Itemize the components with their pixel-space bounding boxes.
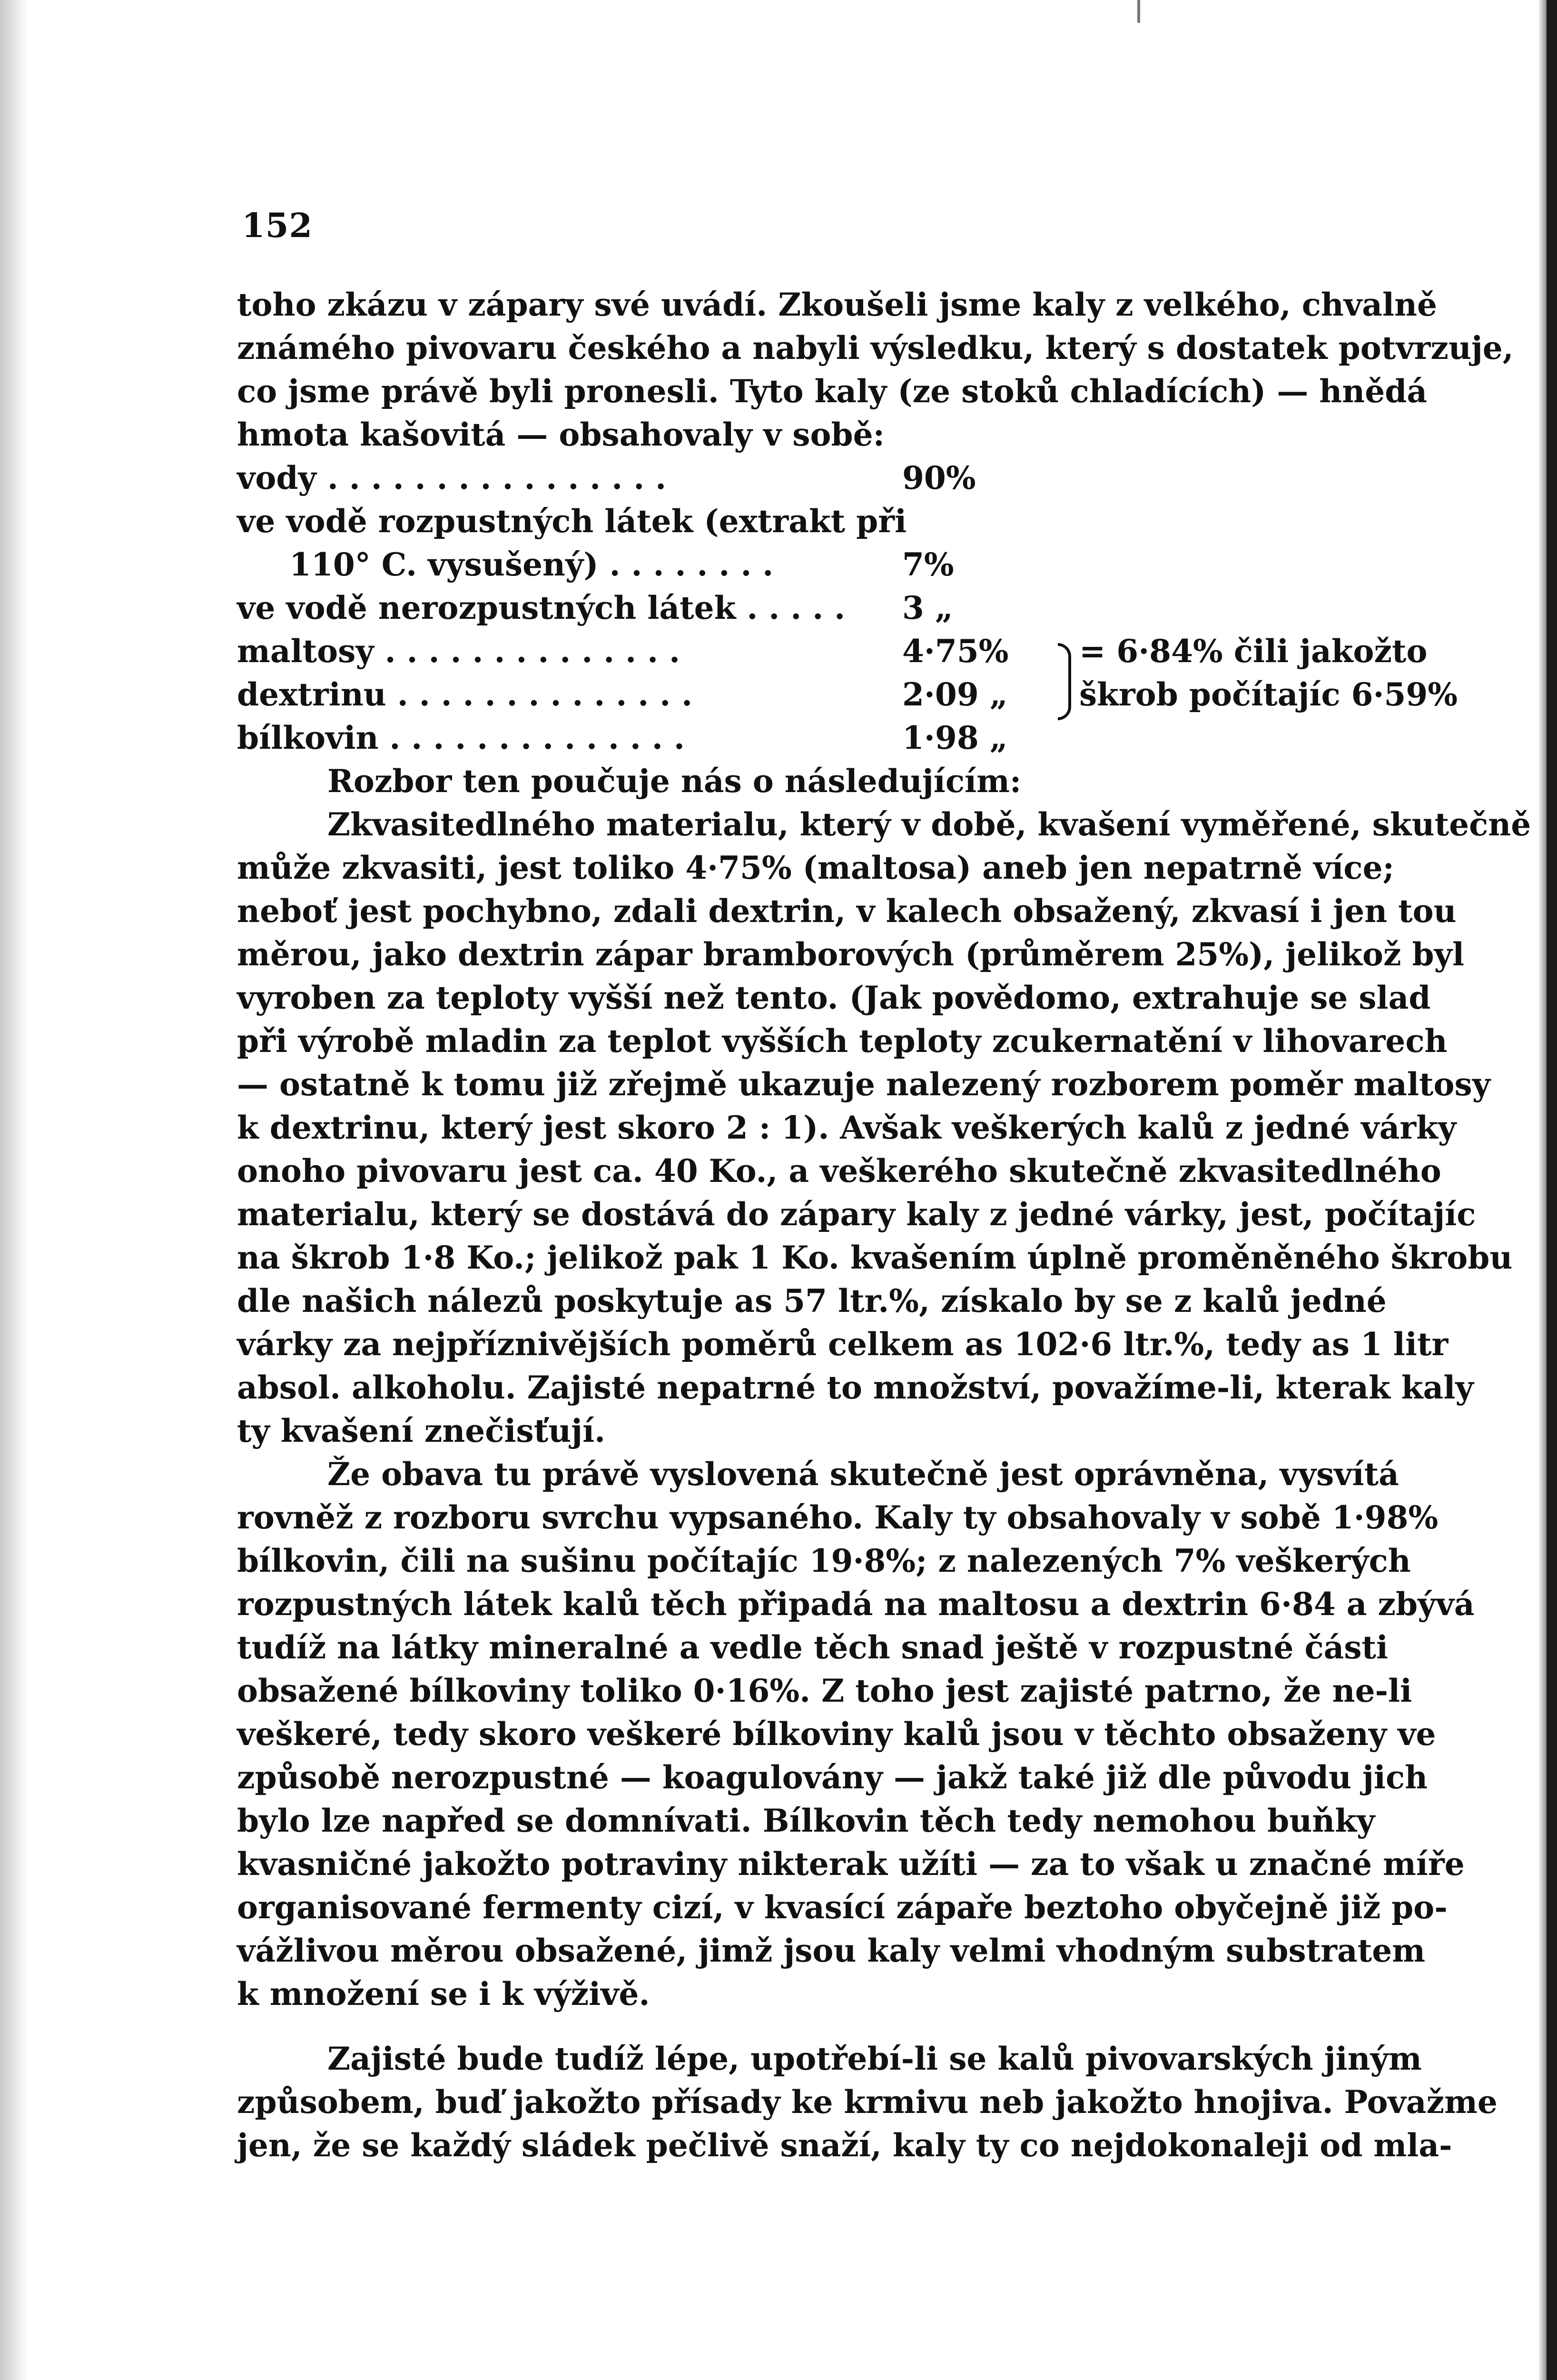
analysis-value: 90% xyxy=(902,459,976,496)
analysis-table xyxy=(237,456,1458,760)
analysis-row xyxy=(237,543,1361,586)
page-number: 152 xyxy=(242,206,313,245)
text-line: toho zkázu v zápary své uvádí. Zkoušeli jsme kaly z velkého, chvalně xyxy=(237,286,1438,323)
text-line: na škrob 1·8 Ko.; jelikož pak 1 Ko. kvašením úplně proměněného škrobu xyxy=(237,1239,1513,1276)
analysis-row xyxy=(237,500,1361,543)
text-line: Zkvasitedlného materialu, který v době, kvašení vyměřené, skutečně xyxy=(327,806,1531,843)
text-line: — ostatně k tomu již zřejmě ukazuje nalezený rozborem poměr maltosy xyxy=(237,1066,1491,1103)
analysis-value: 3 „ xyxy=(902,589,953,626)
analysis-label: ve vodě rozpustných látek (extrakt při xyxy=(237,503,907,540)
text-line: způsobem, buď jakožto přísady ke krmivu neb jakožto hnojiva. Považme xyxy=(237,2083,1498,2121)
analysis-note: = 6·84% čili jakožto xyxy=(1079,633,1428,670)
analysis-row xyxy=(237,630,1428,673)
text-line: k množení se i k výživě. xyxy=(237,1975,650,2013)
analysis-label: ve vodě nerozpustných látek . . . . . xyxy=(237,589,846,626)
text-line: měrou, jako dextrin zápar bramborových (průměrem 25%), jelikož byl xyxy=(237,936,1465,973)
text-line: jen, že se každý sládek pečlivě snaží, kaly ty co nejdokonaleji od mla- xyxy=(237,2127,1452,2164)
text-line: co jsme právě byli pronesli. Tyto kaly (ze stoků chladících) — hnědá xyxy=(237,373,1428,410)
scan-top-mark xyxy=(1137,0,1140,23)
text-line: bylo lze napřed se domnívati. Bílkovin těch tedy nemohou buňky xyxy=(237,1802,1375,1839)
analysis-value: 1·98 „ xyxy=(902,719,1008,756)
text-line: tudíž na látky mineralné a vedle těch snad ještě v rozpustné části xyxy=(237,1629,1389,1666)
text-line: známého pivovaru českého a nabyli výsledku, který s dostatek potvrzuje, xyxy=(237,329,1514,367)
text-line: vyroben za teploty vyšší než tento. (Jak povědomo, extrahuje se slad xyxy=(237,979,1431,1016)
text-line: onoho pivovaru jest ca. 40 Ko., a veškerého skutečně zkvasitedlného xyxy=(237,1152,1441,1190)
text-line: při výrobě mladin za teplot vyšších teploty zcukernatění v lihovarech xyxy=(237,1022,1448,1060)
text-line: materialu, který se dostává do zápary kaly z jedné várky, jest, počítajíc xyxy=(237,1196,1476,1233)
paragraph-gap xyxy=(237,2016,1361,2037)
analysis-label: bílkovin . . . . . . . . . . . . . . xyxy=(237,719,685,756)
text-line: rozpustných látek kalů těch připadá na maltosu a dextrin 6·84 a zbývá xyxy=(237,1586,1475,1623)
analysis-row xyxy=(237,673,1458,716)
analysis-value: 2·09 „ xyxy=(902,676,1008,713)
text-line: vážlivou měrou obsažené, jimž jsou kaly velmi vhodným substratem xyxy=(237,1932,1426,1969)
analysis-row xyxy=(237,586,1361,630)
scan-edge-right xyxy=(1547,0,1557,2380)
text-line: Že obava tu právě vyslovená skutečně jest oprávněna, vysvítá xyxy=(327,1456,1399,1493)
text-line: absol. alkoholu. Zajisté nepatrné to množství, považíme-li, kterak kaly xyxy=(237,1369,1474,1406)
analysis-row xyxy=(237,716,1361,760)
analysis-label: maltosy . . . . . . . . . . . . . . xyxy=(237,633,680,670)
text-line: obsažené bílkoviny toliko 0·16%. Z toho jest zajisté patrno, že ne-li xyxy=(237,1672,1412,1709)
scan-edge-left xyxy=(0,0,29,2380)
analysis-value: 7% xyxy=(902,546,954,583)
scan-edge-right-shadow xyxy=(1538,0,1547,2380)
analysis-value: 4·75% xyxy=(902,633,1009,670)
text-line: Zajisté bude tudíž lépe, upotřebí-li se kalů pivovarských jiným xyxy=(327,2040,1422,2077)
analysis-label: dextrinu . . . . . . . . . . . . . . xyxy=(237,676,693,713)
text-line: způsobě nerozpustné — koagulovány — jakž také již dle původu jich xyxy=(237,1759,1428,1796)
text-line: může zkvasiti, jest toliko 4·75% (maltosa) aneb jen nepatrně více; xyxy=(237,849,1394,886)
text-line: bílkovin, čili na sušinu počítajíc 19·8%; z nalezených 7% veškerých xyxy=(237,1542,1411,1579)
text-line: k dextrinu, který jest skoro 2 : 1). Avšak veškerých kalů z jedné várky xyxy=(237,1109,1457,1146)
text-line: Rozbor ten poučuje nás o následujícím: xyxy=(327,763,1022,800)
body-paragraphs xyxy=(237,760,1531,2167)
text-line: kvasničné jakožto potraviny nikterak užíti — za to však u značné míře xyxy=(237,1845,1465,1883)
analysis-note: škrob počítajíc 6·59% xyxy=(1079,676,1458,713)
text-line: organisované fermenty cizí, v kvasící zápaře beztoho obyčejně již po- xyxy=(237,1889,1448,1926)
text-line: várky za nejpříznivějších poměrů celkem as 102·6 ltr.%, tedy as 1 litr xyxy=(237,1326,1449,1363)
text-line: hmota kašovitá — obsahovaly v sobě: xyxy=(237,416,885,453)
analysis-label: 110° C. vysušený) . . . . . . . . xyxy=(289,546,774,583)
text-line: neboť jest pochybno, zdali dextrin, v kalech obsažený, zkvasí i jen tou xyxy=(237,892,1457,930)
text-line: dle našich nálezů poskytuje as 57 ltr.%, získalo by se z kalů jedné xyxy=(237,1282,1387,1319)
text-line: ty kvašení znečisťují. xyxy=(237,1412,606,1449)
page-text xyxy=(237,283,1531,2167)
text-line: veškeré, tedy skoro veškeré bílkoviny kalů jsou v těchto obsaženy ve xyxy=(237,1716,1436,1753)
analysis-label: vody . . . . . . . . . . . . . . . . xyxy=(237,459,667,496)
text-line: rovněž z rozboru svrchu vypsaného. Kaly ty obsahovaly v sobě 1·98% xyxy=(237,1499,1439,1536)
analysis-row xyxy=(237,456,1361,500)
